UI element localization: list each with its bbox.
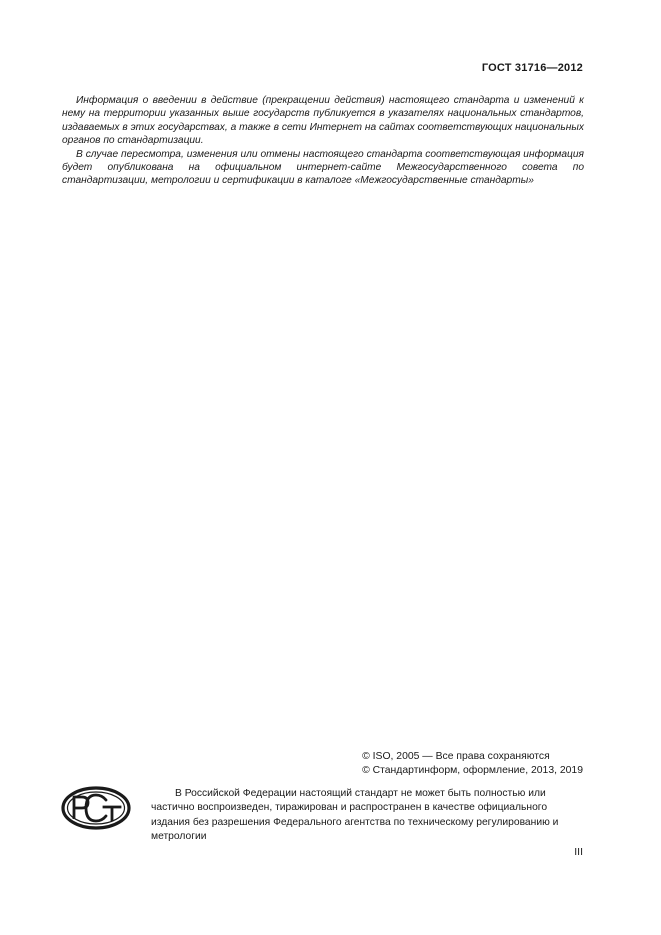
implementation-info bbox=[62, 94, 584, 188]
copyright-block bbox=[362, 750, 583, 778]
copyright-iso: © ISO, 2005 — Все права сохраняются bbox=[362, 751, 550, 762]
reproduction-notice-text: В Российской Федерации настоящий стандарт не может быть полностью или частично воспроизведен, тиражирован и распространен в качестве официального издания без разрешения Федерального агентства по техническому регулированию и метрологии bbox=[151, 788, 559, 842]
copyright-standartinform: © Стандартинформ, оформление, 2013, 2019 bbox=[362, 765, 583, 776]
page-number: III bbox=[574, 846, 583, 858]
info-paragraph-implementation: Информация о введении в действие (прекращении действия) настоящего стандарта и изменений к нему на территории указанных выше государств публикуется в указателях национальных стандартов, издаваемых в этих государствах, а также в сети Интернет на сайтах соответствующих национальных органов по стандартизации. bbox=[62, 95, 584, 147]
rst-certification-mark-icon bbox=[60, 785, 132, 831]
info-paragraph-revision: В случае пересмотра, изменения или отмены настоящего стандарта соответствующая информация будет опубликована на официальном интернет-сайте Межгосударственного совета по стандартизации, метрологии и сертификации в каталоге «Межгосударственные стандарты» bbox=[62, 148, 584, 187]
document-code: ГОСТ 31716—2012 bbox=[481, 62, 583, 74]
reproduction-notice bbox=[151, 787, 584, 844]
